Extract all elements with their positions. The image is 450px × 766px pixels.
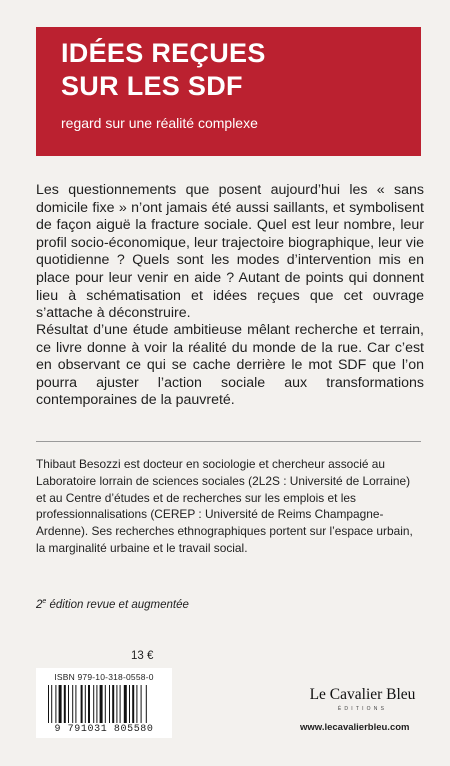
publisher-tagline: ÉDITIONS — [337, 706, 388, 712]
book-subtitle: regard sur une réalité complexe — [61, 115, 258, 131]
barcode-bar — [75, 685, 76, 723]
title-line-1: IDÉES REÇUES — [61, 38, 266, 68]
barcode-bar — [112, 685, 114, 723]
isbn-label: ISBN 979-10-318-0558-0 — [54, 672, 154, 682]
barcode-bar — [81, 685, 83, 723]
barcode-digits: 9 791031 805580 — [54, 724, 154, 735]
barcode-bar — [64, 685, 66, 723]
price-label: 13 € — [131, 650, 154, 662]
publisher-url: www.lecavalierbleu.com — [300, 722, 410, 733]
barcode-bar — [116, 685, 117, 723]
edition-note — [36, 598, 189, 611]
section-divider — [36, 441, 421, 442]
blurb-paragraph-1: Les questionnements que posent aujourd’hui les « sans domicile fixe » n’ont jamais été aussi saillants, et symbolisent de façon aiguë la fracture sociale. Quel est leur nombre, leur profil socio-économique, leur trajectoire biographique, leur vie quotidienne ? Quels sont les modes d’intervention mis en place pour leur venir en aide ? Autant de points qui donnent lieu à schématisation et idées reçues que cet ouvrage s’attache à déconstruire. — [36, 182, 424, 322]
barcode-bar — [72, 685, 73, 723]
barcode-bar — [68, 685, 69, 723]
barcode-bar — [59, 685, 62, 723]
barcode-icon — [48, 685, 160, 723]
barcode-bar — [129, 685, 130, 723]
blurb-paragraph-2: Résultat d’une étude ambitieuse mêlant recherche et terrain, ce livre donne à voir la réalité du monde de la rue. Car c’est en observant ce qui se cache derrière le mot SDF que l’on pourra ajuster l’action sociale aux transformations contemporaines de la pauvreté. — [36, 322, 424, 409]
barcode-bar — [93, 685, 94, 723]
barcode-bar — [120, 685, 121, 723]
barcode-bar — [100, 685, 103, 723]
barcode-bar — [51, 685, 52, 723]
title-banner — [36, 27, 421, 156]
author-name: Thibaut Besozzi — [36, 457, 121, 471]
barcode-bar — [85, 685, 86, 723]
barcode-bar — [132, 685, 134, 723]
publisher-logo — [300, 686, 425, 712]
barcode-bar — [88, 685, 90, 723]
barcode-bar — [146, 685, 147, 723]
edition-text: édition revue et augmentée — [46, 598, 189, 611]
author-bio — [36, 456, 421, 557]
barcode-bar — [96, 685, 97, 723]
barcode-bar — [48, 685, 49, 723]
author-bio-text: est docteur en sociologie et chercheur associé au Laboratoire lorrain de sciences sociales (2L2S : Université de Lorraine) et au Centre d’études et de recherches sur les emplois et les professionnalisations (CEREP : Université de Reims Champagne-Ardenne). Ses recherches ethnographiques portent sur l’espace urbain, la marginalité urbaine et le travail social. — [36, 457, 413, 555]
publisher-name: Le Cavalier Bleu — [309, 686, 416, 703]
barcode-bar — [124, 685, 127, 723]
barcode-bar — [105, 685, 106, 723]
barcode-bar — [136, 685, 137, 723]
edition-superscript: e — [42, 598, 47, 605]
barcode-bar — [55, 685, 56, 723]
title-line-2: SUR LES SDF — [61, 71, 243, 101]
edition-number: 2 — [36, 598, 43, 611]
book-title — [61, 37, 421, 103]
barcode-bar — [109, 685, 110, 723]
barcode-bar — [141, 685, 142, 723]
barcode-block — [36, 668, 172, 738]
